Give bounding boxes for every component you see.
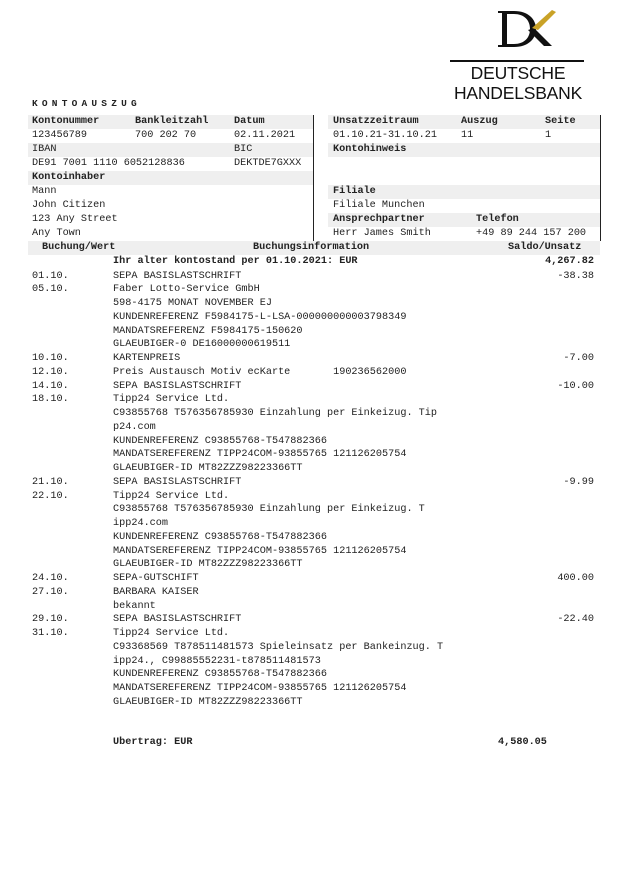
transaction-line [0,627,627,641]
datum-value: 02.11.2021 [234,130,296,141]
transaction-line [0,311,627,325]
col-buchungsinformation: Buchungsinformation [253,242,370,253]
header-right-border [600,115,601,241]
telefon-label: Telefon [476,214,519,225]
logo-divider [450,60,584,62]
bic-value: DEKTDE7GXXX [234,158,302,169]
transaction-text: GLAEUBIGER-ID MT82ZZZ98223366TT [113,696,303,708]
kontohinweis-label: Kontohinweis [333,144,407,155]
transaction-date: 10.10. [32,353,69,364]
transaction-line [0,462,627,476]
transaction-line [0,545,627,559]
transaction-text: KUNDENREFERENZ C93855768-T547882366 [113,531,327,543]
telefon-value: +49 89 244 157 200 [476,228,587,239]
transaction-text: KUNDENREFERENZ C93855768-T547882366 [113,669,327,681]
transaction-line [0,270,627,284]
transaction-line [0,366,627,380]
transaction-text: SEPA-GUTSCHIFT [113,573,199,584]
transaction-amount: 400.00 [557,573,594,584]
transaction-text: GLAEUBIGER-0 DE16000000619511 [113,339,291,351]
ansprechpartner-label: Ansprechpartner [333,214,425,225]
transaction-text: GLAEUBIGER-ID MT82ZZZ98223366TT [113,559,303,571]
transaction-text: 598-4175 MONAT NOVEMBER EJ [113,298,272,309]
transaction-text: Tipp24 Service Ltd. [113,394,230,406]
bank-logo [440,4,622,104]
kontoinhaber-line: 123 Any Street [32,214,118,225]
kontonummer-value: 123456789 [32,130,88,141]
transaction-date: 31.10. [32,628,69,639]
kontoinhaber-line: Any Town [32,228,81,239]
transaction-line [0,586,627,600]
transaction-line [0,325,627,339]
transaction-line [0,655,627,669]
transaction-line [0,380,627,394]
transaction-text: BARBARA KAISER [113,586,199,598]
transaction-text: MANDATSEREFERENZ TIPP24COM-93855765 121126205754 [113,449,407,461]
transaction-line [0,407,627,421]
transaction-text: GLAEUBIGER-ID MT82ZZZ98223366TT [113,463,303,474]
transaction-text: MANDATSREFERENZ F5984175-150620 [113,325,303,337]
transaction-amount: -9.99 [563,476,594,488]
document-title: KONTOAUSZUG [32,98,141,109]
header-divider [313,115,314,241]
opening-balance-label: Ihr alter kontostand per 01.10.2021: EUR [113,256,358,267]
transaction-line [0,283,627,297]
col-saldo-umsatz: Saldo/Unsatz [508,242,582,253]
transaction-text: SEPA BASISLASTSCHRIFT [113,380,242,392]
bankleitzahl-label: Bankleitzahl [135,116,209,127]
ansprechpartner-value: Herr James Smith [333,228,431,239]
carryover-amount: 4,580.05 [498,737,547,748]
transaction-amount: -10.00 [557,380,594,392]
transaction-text: C93855768 T576356785930 Einzahlung per Einkeizug. Tip [113,408,438,419]
kontoinhaber-label: Kontoinhaber [32,172,106,183]
transaction-line [0,600,627,614]
kontoinhaber-line: John Citizen [32,200,106,211]
transaction-line [0,613,627,627]
auszug-label: Auszug [461,116,498,127]
transaction-line [0,393,627,407]
transaction-amount: -22.40 [557,614,594,626]
transaction-text: MANDATSEREFERENZ TIPP24COM-93855765 121126205754 [113,545,407,557]
transaction-text: Tipp24 Service Ltd. [113,628,230,639]
bankleitzahl-value: 700 202 70 [135,130,197,141]
transaction-text: ipp24.com [113,518,169,529]
filiale-label: Filiale [333,186,376,197]
transaction-amount: -7.00 [563,353,594,364]
transaction-text: KUNDENREFERENZ C93855768-T547882366 [113,435,327,447]
transaction-line [0,572,627,586]
transaction-text: KUNDENREFERENZ F5984175-L-LSA-000000000003798349 [113,311,407,323]
transaction-line [0,558,627,572]
transaction-line [0,421,627,435]
opening-balance-row [0,255,627,269]
transaction-date: 29.10. [32,614,69,626]
opening-balance-amount: 4,267.82 [545,256,594,267]
transaction-text: ipp24., C99885552231-t878511481573 [113,655,321,667]
transaction-text: Tipp24 Service Ltd. [113,490,230,502]
transaction-text: SEPA BASISLASTSCHRIFT [113,614,242,626]
transaction-date: 01.10. [32,270,69,282]
kontoinhaber-line: Mann [32,186,57,197]
transaction-line [0,503,627,517]
col-buchung-wert: Buchung/Wert [42,242,116,253]
transaction-line [0,435,627,449]
transaction-line [0,352,627,366]
transaction-text: p24.com [113,421,156,433]
transaction-date: 22.10. [32,490,69,502]
umsatzzeitraum-label: Unsatzzeitraum [333,116,419,127]
transaction-text: Preis Austausch Motiv ecKarte 190236562000 [113,366,407,378]
transaction-line [0,696,627,710]
carryover-label: Ubertrag: EUR [113,737,193,748]
transaction-line [0,490,627,504]
transaction-line [0,517,627,531]
transaction-date: 24.10. [32,573,69,584]
filiale-value: Filiale Munchen [333,200,425,211]
transaction-line [0,297,627,311]
iban-label: IBAN [32,144,57,155]
transaction-text: C93855768 T576356785930 Einzahlung per Einkeizug. T [113,504,425,516]
transaction-line [0,641,627,655]
transaction-date: 21.10. [32,476,69,488]
transaction-text: bekannt [113,600,156,612]
transaction-text: SEPA BASISLASTSCHRIFT [113,270,242,282]
umsatzzeitraum-value: 01.10.21-31.10.21 [333,130,437,141]
bank-name-line2: HANDELSBANK [453,83,583,103]
transaction-text: MANDATSEREFERENZ TIPP24COM-93855765 121126205754 [113,683,407,694]
transaction-line [0,448,627,462]
iban-value: DE91 7001 1110 6052128836 [32,158,185,169]
transaction-text: Faber Lotto-Service GmbH [113,284,260,296]
transaction-amount: -38.38 [557,270,594,282]
transaction-text: SEPA BASISLASTSCHRIFT [113,476,242,488]
auszug-value: 11 [461,130,474,141]
transaction-text: KARTENPREIS [113,353,181,364]
transaction-date: 14.10. [32,380,69,392]
kontonummer-label: Kontonummer [32,116,100,127]
transaction-date: 05.10. [32,284,69,296]
datum-label: Datum [234,116,265,127]
dk-monogram-icon [492,8,562,48]
transaction-line [0,682,627,696]
transaction-line [0,338,627,352]
transaction-date: 18.10. [32,394,69,406]
bank-name-line1: DEUTSCHE [470,63,566,83]
transaction-line [0,531,627,545]
carryover-row [0,736,627,750]
seite-value: 1 [545,130,552,141]
bic-label: BIC [234,144,253,155]
transaction-date: 27.10. [32,586,69,598]
transaction-line [0,476,627,490]
transaction-text: C93368569 T878511481573 Spieleinsatz per Bankeinzug. T [113,641,444,653]
transaction-line [0,668,627,682]
seite-label: Seite [545,116,576,127]
transaction-date: 12.10. [32,366,69,378]
